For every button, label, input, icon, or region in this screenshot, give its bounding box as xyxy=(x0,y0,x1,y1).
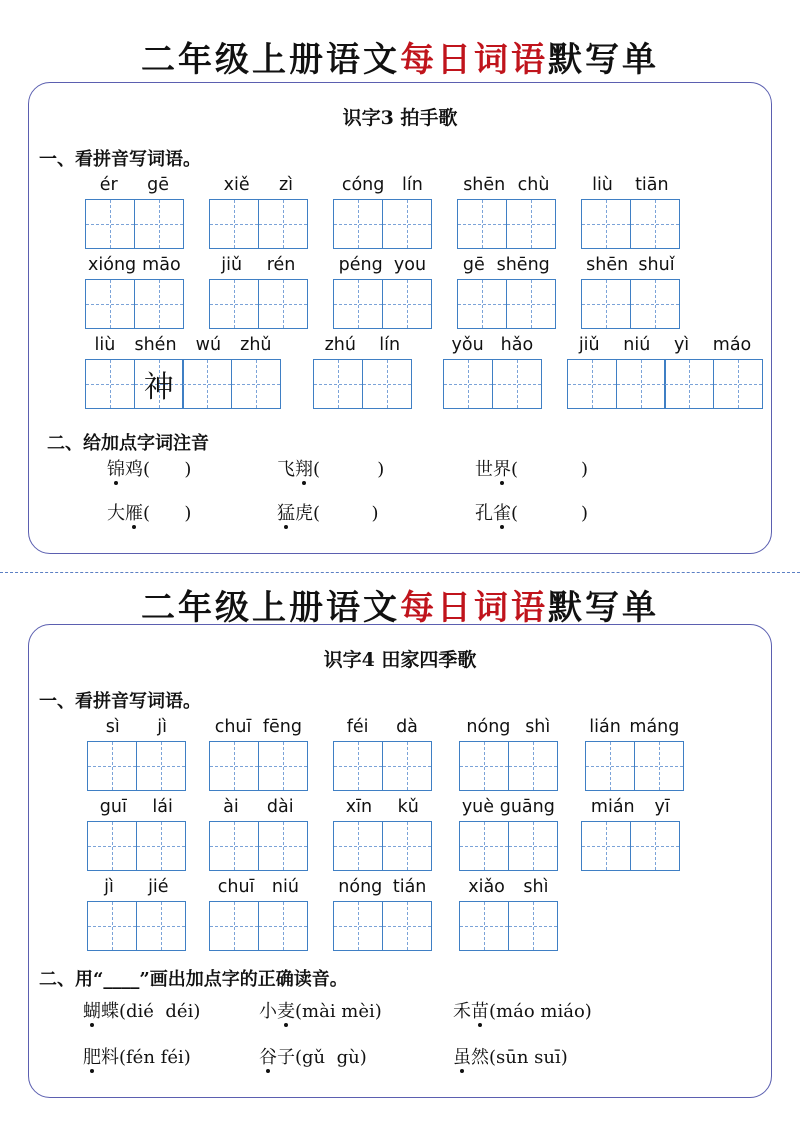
character-box[interactable] xyxy=(87,901,137,951)
pinyin-row xyxy=(457,175,556,195)
pinyin-syllable: xióng xyxy=(88,255,137,275)
pinyin-syllable: lín xyxy=(402,175,423,195)
pinyin-syllable: jì xyxy=(157,717,167,737)
pinyin-row xyxy=(333,175,432,195)
word-writing-grid xyxy=(567,335,763,411)
pinyin-syllable: péng xyxy=(338,255,383,275)
pinyin-syllable: tiān xyxy=(635,175,669,195)
worksheet-panel xyxy=(28,624,772,1098)
worksheet-title: 二年级上册语文每日词语默写单 xyxy=(141,588,659,628)
pinyin-syllable: ér xyxy=(99,175,118,195)
character-box[interactable] xyxy=(664,359,714,409)
character-box[interactable] xyxy=(459,901,509,951)
character-box[interactable] xyxy=(333,901,383,951)
character-box[interactable] xyxy=(581,821,631,871)
character-box[interactable] xyxy=(508,741,558,791)
character-box[interactable] xyxy=(362,359,412,409)
cut-line xyxy=(0,572,800,573)
pinyin-syllable: yuè xyxy=(461,797,495,817)
character-box[interactable] xyxy=(333,821,383,871)
word-writing-grid xyxy=(459,717,558,793)
character-box[interactable] xyxy=(506,279,556,329)
word-writing-grid xyxy=(209,797,308,873)
character-box[interactable] xyxy=(87,821,137,871)
pinyin-syllable: féi xyxy=(346,717,369,737)
pinyin-row xyxy=(457,255,556,275)
character-box[interactable] xyxy=(258,199,308,249)
character-box[interactable] xyxy=(313,359,363,409)
pinyin-row xyxy=(85,255,184,275)
pinyin-row xyxy=(209,175,308,195)
pinyin-syllable: fēng xyxy=(262,717,302,737)
section-heading: 二、用“____”画出加点字的正确读音。 xyxy=(39,969,348,990)
character-box[interactable] xyxy=(258,741,308,791)
worksheet-title: 二年级上册语文每日词语默写单 xyxy=(141,40,659,80)
choose-reading-item: 谷子(gǔ gù) xyxy=(259,1047,367,1068)
character-box[interactable] xyxy=(457,199,507,249)
character-box[interactable] xyxy=(85,359,135,409)
pinyin-syllable: cóng xyxy=(341,175,385,195)
pinyin-syllable: gē xyxy=(147,175,169,195)
pinyin-syllable: xiě xyxy=(223,175,250,195)
pinyin-syllable: shēng xyxy=(496,255,550,275)
character-box[interactable] xyxy=(457,279,507,329)
pinyin-row xyxy=(581,797,680,817)
pinyin-syllable: niú xyxy=(271,877,299,897)
pinyin-row xyxy=(581,255,680,275)
choose-reading-item: 小麦(mài mèi) xyxy=(259,1001,382,1022)
pinyin-syllable: shuǐ xyxy=(638,255,675,275)
character-box[interactable] xyxy=(634,741,684,791)
choose-reading-item: 肥料(fén féi) xyxy=(83,1047,191,1068)
pinyin-syllable: liù xyxy=(94,335,116,355)
pinyin-syllable: liù xyxy=(592,175,613,195)
annotate-item: 孔雀( ) xyxy=(475,503,588,524)
character-box[interactable] xyxy=(209,199,259,249)
word-writing-grid xyxy=(85,335,281,411)
pinyin-row xyxy=(87,877,186,897)
pinyin-row xyxy=(567,335,763,355)
word-writing-grid xyxy=(87,717,186,793)
character-box[interactable] xyxy=(85,199,135,249)
choose-reading-item: 禾苗(máo miáo) xyxy=(453,1001,592,1022)
pinyin-syllable: rén xyxy=(266,255,296,275)
character-box[interactable] xyxy=(567,359,617,409)
pinyin-syllable: jiǔ xyxy=(221,255,243,275)
pinyin-syllable: shì xyxy=(523,877,549,897)
pinyin-row xyxy=(443,335,542,355)
word-writing-grid xyxy=(585,717,684,793)
character-box[interactable] xyxy=(443,359,493,409)
lesson-title: 识字3 拍手歌 xyxy=(342,107,458,129)
section-heading: 二、给加点字词注音 xyxy=(47,433,209,454)
annotate-item: 世界( ) xyxy=(475,459,588,480)
pinyin-syllable: máng xyxy=(629,717,680,737)
character-box[interactable] xyxy=(134,359,184,409)
character-box[interactable] xyxy=(382,741,432,791)
pinyin-syllable: māo xyxy=(142,255,181,275)
pinyin-syllable: máo xyxy=(712,335,752,355)
character-box[interactable] xyxy=(258,901,308,951)
worksheet-panel xyxy=(28,82,772,554)
pinyin-syllable: shēn xyxy=(463,175,506,195)
character-box[interactable] xyxy=(209,901,259,951)
word-writing-grid xyxy=(581,255,680,331)
pinyin-row xyxy=(333,877,432,897)
character-box[interactable] xyxy=(333,199,383,249)
pinyin-syllable: lián xyxy=(589,717,621,737)
character-box[interactable] xyxy=(333,741,383,791)
pinyin-syllable: yì xyxy=(673,335,690,355)
pinyin-row xyxy=(87,797,186,817)
character-box[interactable] xyxy=(616,359,666,409)
pinyin-row xyxy=(87,717,186,737)
pinyin-syllable: nóng xyxy=(338,877,383,897)
character-box[interactable] xyxy=(134,279,184,329)
pinyin-row xyxy=(209,797,308,817)
word-writing-grid xyxy=(333,717,432,793)
character-box[interactable] xyxy=(630,821,680,871)
character-box[interactable] xyxy=(630,199,680,249)
pinyin-row xyxy=(585,717,684,737)
word-writing-grid xyxy=(87,877,186,953)
word-writing-grid xyxy=(459,797,558,873)
character-box[interactable] xyxy=(585,741,635,791)
character-box[interactable] xyxy=(581,199,631,249)
word-writing-grid xyxy=(333,255,432,331)
pinyin-syllable: guī xyxy=(99,797,127,817)
pinyin-syllable: mián xyxy=(590,797,635,817)
pinyin-row xyxy=(85,335,281,355)
pinyin-syllable: jiǔ xyxy=(578,335,600,355)
pinyin-row xyxy=(459,877,558,897)
pinyin-syllable: dà xyxy=(396,717,418,737)
pinyin-row xyxy=(459,797,558,817)
character-box[interactable] xyxy=(87,741,137,791)
character-box[interactable] xyxy=(231,359,281,409)
pinyin-syllable: xīn xyxy=(345,797,373,817)
word-writing-grid xyxy=(443,335,542,411)
character-box[interactable] xyxy=(459,741,509,791)
word-writing-grid xyxy=(457,255,556,331)
character-box[interactable] xyxy=(258,279,308,329)
character-box[interactable] xyxy=(134,199,184,249)
pinyin-row xyxy=(333,797,432,817)
character-box[interactable] xyxy=(136,821,186,871)
character-box[interactable] xyxy=(209,279,259,329)
annotate-item: 飞翔( ) xyxy=(277,459,385,480)
character-box[interactable] xyxy=(382,199,432,249)
section-heading: 一、看拼音写词语。 xyxy=(39,149,201,170)
pinyin-syllable: hǎo xyxy=(500,335,534,355)
word-writing-grid xyxy=(581,175,680,251)
section-heading: 一、看拼音写词语。 xyxy=(39,691,201,712)
character-box[interactable] xyxy=(630,279,680,329)
pinyin-syllable: ài xyxy=(223,797,239,817)
pinyin-row xyxy=(85,175,184,195)
lesson-title: 识字4 田家四季歌 xyxy=(323,649,477,671)
pinyin-syllable: lín xyxy=(379,335,401,355)
word-writing-grid xyxy=(209,717,308,793)
pinyin-row xyxy=(209,255,308,275)
word-writing-grid xyxy=(333,175,432,251)
pinyin-syllable: yǒu xyxy=(451,335,484,355)
character-box[interactable] xyxy=(382,279,432,329)
pinyin-row xyxy=(313,335,412,355)
character-box[interactable] xyxy=(182,359,232,409)
character-box[interactable] xyxy=(136,901,186,951)
word-writing-grid xyxy=(457,175,556,251)
word-writing-grid xyxy=(333,877,432,953)
pinyin-syllable: chù xyxy=(517,175,550,195)
choose-reading-item: 蝴蝶(dié déi) xyxy=(83,1001,201,1022)
word-writing-grid xyxy=(459,877,558,953)
character-box[interactable] xyxy=(209,821,259,871)
character-box[interactable] xyxy=(333,279,383,329)
pinyin-syllable: jié xyxy=(148,877,169,897)
pinyin-row xyxy=(581,175,680,195)
word-writing-grid xyxy=(209,877,308,953)
pinyin-syllable: gē xyxy=(462,255,485,275)
pinyin-syllable: sì xyxy=(105,717,120,737)
pinyin-syllable: xiǎo xyxy=(468,877,505,897)
character-box[interactable] xyxy=(258,821,308,871)
pinyin-syllable: shēn xyxy=(586,255,629,275)
character-box[interactable] xyxy=(459,821,509,871)
pinyin-syllable: chuī xyxy=(217,877,255,897)
pinyin-syllable: wú xyxy=(195,335,222,355)
word-writing-grid xyxy=(209,175,308,251)
character-box[interactable] xyxy=(85,279,135,329)
pinyin-row xyxy=(459,717,558,737)
pinyin-syllable: nóng xyxy=(466,717,511,737)
pinyin-syllable: you xyxy=(393,255,427,275)
annotate-item: 锦鸡( ) xyxy=(107,459,192,480)
character-box[interactable] xyxy=(492,359,542,409)
word-writing-grid xyxy=(333,797,432,873)
pinyin-syllable: niú xyxy=(623,335,651,355)
choose-reading-item: 虽然(sūn suī) xyxy=(453,1047,568,1068)
character-box[interactable] xyxy=(382,901,432,951)
word-writing-grid xyxy=(581,797,680,873)
pinyin-syllable: shì xyxy=(525,717,551,737)
word-writing-grid xyxy=(313,335,412,411)
pinyin-syllable: tián xyxy=(392,877,427,897)
pinyin-syllable: zhú xyxy=(324,335,356,355)
annotate-item: 猛虎( ) xyxy=(277,503,379,524)
pinyin-syllable: guāng xyxy=(499,797,555,817)
character-box[interactable] xyxy=(209,741,259,791)
character-box[interactable] xyxy=(508,821,558,871)
pinyin-syllable: jì xyxy=(104,877,114,897)
pinyin-syllable: yī xyxy=(654,797,670,817)
character-box[interactable] xyxy=(136,741,186,791)
character-box[interactable] xyxy=(508,901,558,951)
word-writing-grid xyxy=(85,175,184,251)
word-writing-grid xyxy=(87,797,186,873)
character-box[interactable] xyxy=(506,199,556,249)
word-writing-grid xyxy=(85,255,184,331)
character-box[interactable] xyxy=(382,821,432,871)
pinyin-row xyxy=(209,717,308,737)
pinyin-syllable: zì xyxy=(278,175,294,195)
pinyin-syllable: shén xyxy=(134,335,177,355)
pinyin-syllable: lái xyxy=(152,797,173,817)
pinyin-syllable: chuī xyxy=(214,717,252,737)
annotate-item: 大雁( ) xyxy=(107,503,192,524)
pinyin-syllable: zhǔ xyxy=(240,335,272,355)
word-writing-grid xyxy=(209,255,308,331)
character-box-text: 神 xyxy=(143,370,174,405)
pinyin-syllable: kǔ xyxy=(397,797,419,817)
pinyin-row xyxy=(209,877,308,897)
pinyin-row xyxy=(333,255,432,275)
character-box[interactable] xyxy=(581,279,631,329)
character-box[interactable] xyxy=(713,359,763,409)
pinyin-syllable: dài xyxy=(266,797,294,817)
pinyin-row xyxy=(333,717,432,737)
